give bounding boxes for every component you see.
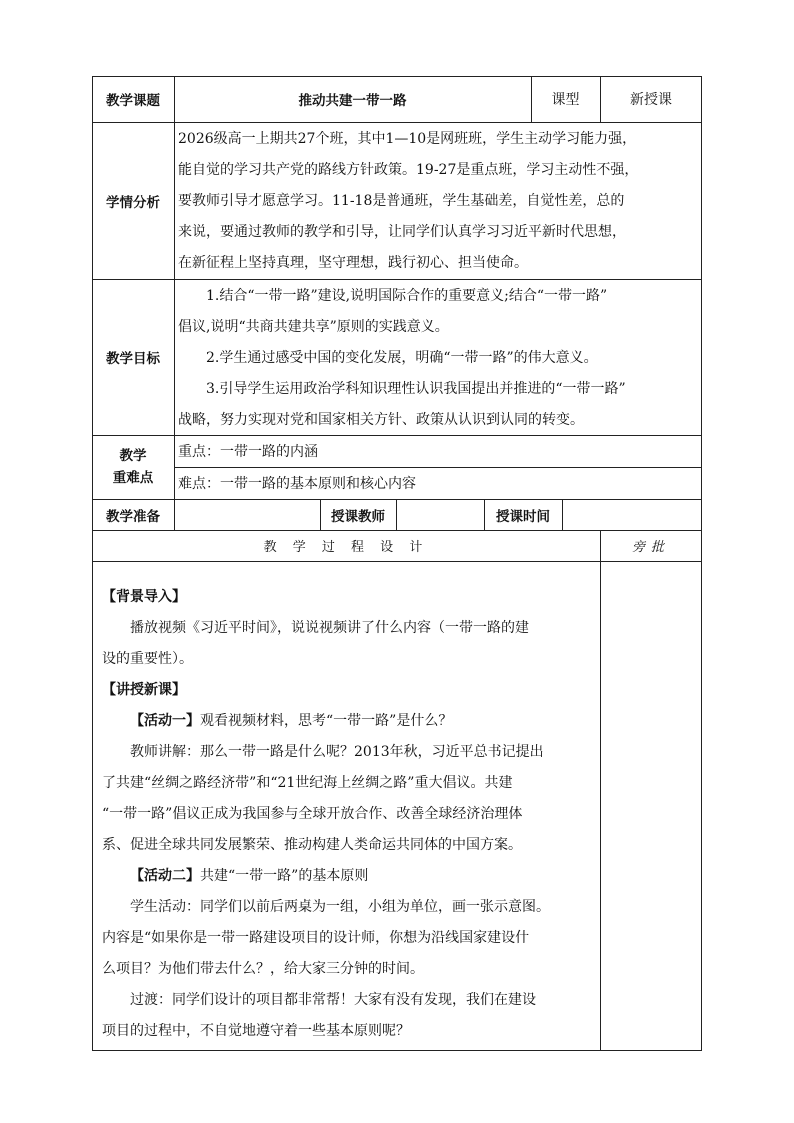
time-label: 授课时间 <box>496 508 550 525</box>
subject-label: 教学课题 <box>106 93 160 109</box>
body-line: 播放视频《习近平时间》，说说视频讲了什么内容（一带一路的建 <box>130 620 529 636</box>
analysis-line: 能自觉的学习共产党的路线方针政策。19-27是重点班，学习主动性不强， <box>178 162 639 178</box>
prep-label: 教学准备 <box>106 508 160 525</box>
keypoints-label <box>92 435 174 499</box>
analysis-line: 要教师引导才愿意学习。11-18是普通班，学生基础差，自觉性差，总的 <box>178 193 625 209</box>
focus-text: 重点：一带一路的内涵 <box>178 444 318 460</box>
activity-text: 共建“一带一路”的基本原则 <box>200 868 369 884</box>
goals-text <box>178 281 698 436</box>
col-divider <box>396 499 397 530</box>
type-label: 课型 <box>551 92 580 108</box>
goal-line: 2.学生通过感受中国的变化发展，明确“一带一路”的伟大意义。 <box>206 350 598 366</box>
analysis-line: 2026级高一上期共27个班，其中1—10是网班班，学生主动学习能力强， <box>178 131 637 147</box>
side-note-title: 旁批 <box>631 540 670 555</box>
type-value: 新授课 <box>630 92 672 108</box>
process-body <box>102 582 595 1047</box>
keypoints-label-line1: 教学 <box>119 448 147 464</box>
body-line: 了共建“丝绸之路经济带”和“21世纪海上丝绸之路”重大倡议。共建 <box>102 775 513 791</box>
activity-tag: 【活动二】 <box>130 868 200 884</box>
activity-text: 观看视频材料，思考“一带一路”是什么？ <box>200 713 453 729</box>
difficulty-text: 难点：一带一路的基本原则和核心内容 <box>178 476 416 492</box>
analysis-line: 在新征程上坚持真理，坚守理想，践行初心、担当使命。 <box>178 255 528 271</box>
goal-line: 3.引导学生运用政治学科知识理性认识我国提出并推进的“一带一路” <box>206 381 626 397</box>
section-heading: 【讲授新课】 <box>102 682 186 698</box>
goal-line: 倡议,说明“共商共建共享”原则的实践意义。 <box>178 319 449 335</box>
activity-tag: 【活动一】 <box>130 713 200 729</box>
col-divider <box>562 499 563 530</box>
row-divider <box>92 561 702 562</box>
col-divider <box>600 530 601 1051</box>
goal-line: 1.结合“一带一路”建设,说明国际合作的重要意义;结合“一带一路” <box>206 288 608 304</box>
body-line: 内容是“如果你是一带一路建设项目的设计师，你想为沿线国家建设什 <box>102 930 530 946</box>
keypoints-label-line2: 重难点 <box>112 470 154 486</box>
process-title: 教 学 过 程 设 计 <box>263 540 429 555</box>
analysis-text <box>178 124 698 279</box>
body-line: 教师讲解：那么一带一路是什么呢？2013年秋，习近平总书记提出 <box>130 744 544 760</box>
activity-line <box>102 861 595 892</box>
body-line: 过渡：同学们设计的项目都非常帮！大家有没有发现，我们在建设 <box>130 992 536 1008</box>
goal-line: 战略，努力实现对党和国家相关方针、政策从认识到认同的转变。 <box>178 412 584 428</box>
body-line: 系、促进全球共同发展繁荣、推动构建人类命运共同体的中国方案。 <box>102 837 522 853</box>
analysis-label: 学情分析 <box>106 194 160 211</box>
row-divider <box>92 499 702 500</box>
analysis-line: 来说，要通过教师的教学和引导，让同学们认真学习习近平新时代思想， <box>178 224 626 240</box>
body-line: 学生活动：同学们以前后两桌为一组，小组为单位，画一张示意图。 <box>130 899 550 915</box>
goals-label: 教学目标 <box>106 351 160 367</box>
row-divider <box>92 122 702 123</box>
col-divider <box>174 76 175 530</box>
subject-value: 推动共建一带一路 <box>298 93 407 109</box>
body-line: “一带一路”倡议正成为我国参与全球开放合作、改善全球经济治理体 <box>102 806 523 822</box>
body-line: 么项目？为他们带去什么？，给大家三分钟的时间。 <box>102 961 424 977</box>
row-divider <box>92 279 702 280</box>
body-line: 设的重要性）。 <box>102 651 193 667</box>
section-heading: 【背景导入】 <box>102 589 186 605</box>
body-line: 项目的过程中，不自觉地遵守着一些基本原则呢？ <box>102 1023 410 1039</box>
activity-line <box>102 706 595 737</box>
teacher-label: 授课教师 <box>331 508 385 525</box>
